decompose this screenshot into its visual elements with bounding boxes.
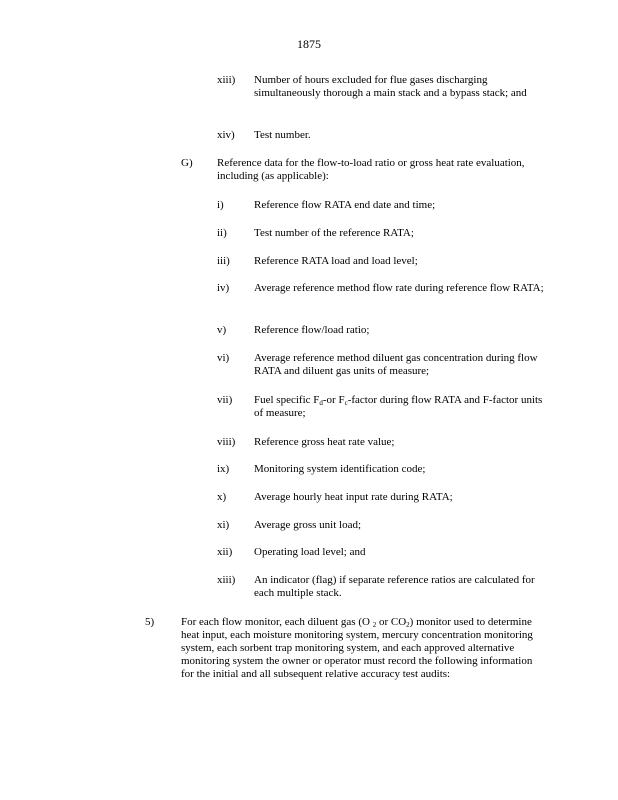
- list-marker: x): [217, 491, 227, 503]
- text-segment: Fuel specific F: [254, 394, 320, 406]
- list-marker: ix): [217, 463, 230, 475]
- text-segment: -or F: [322, 394, 345, 406]
- section-marker: 5): [145, 616, 155, 628]
- list-text: Average gross unit load;: [254, 519, 362, 531]
- list-text: Reference gross heat rate value;: [254, 436, 395, 448]
- subscript: 2: [372, 621, 377, 629]
- text-segment: For each flow monitor, each diluent gas (O: [181, 616, 373, 628]
- list-text: Reference RATA load and load level;: [254, 255, 418, 267]
- list-marker: iii): [217, 255, 230, 267]
- list-text: Number of hours excluded for flue gases discharging simultaneously thorough a main stack and a bypass stack; and: [254, 74, 527, 99]
- list-text: Reference flow RATA end date and time;: [254, 199, 436, 211]
- section-text: Reference data for the flow-to-load ratio or gross heat rate evaluation, including (as applicable):: [217, 157, 525, 182]
- list-text: [254, 394, 554, 420]
- list-text: Reference flow/load ratio;: [254, 324, 370, 336]
- list-marker: v): [217, 324, 227, 336]
- list-text: Average reference method diluent gas concentration during flow RATA and diluent gas units of measure;: [254, 352, 538, 377]
- list-marker: i): [217, 199, 224, 211]
- list-marker: xiii): [217, 74, 236, 86]
- list-marker: xi): [217, 519, 230, 531]
- text-segment: -factor during flow RATA and F-factor units of measure;: [254, 394, 543, 419]
- list-marker: xiii): [217, 574, 236, 586]
- section-text: [181, 616, 541, 681]
- subscript: 2: [406, 621, 410, 629]
- list-marker: ii): [217, 227, 227, 239]
- list-marker: iv): [217, 282, 230, 294]
- list-text: Test number.: [254, 129, 311, 141]
- list-text: Test number of the reference RATA;: [254, 227, 414, 239]
- text-segment: ) monitor used to determine heat input, each moisture monitoring system, mercury concentration monitoring system, each sorbent trap monitoring system, and each approved alternative monitoring system the owner or operator must record the following information for the initial and all subsequent relative accuracy test audits:: [181, 616, 533, 680]
- list-marker: viii): [217, 436, 236, 448]
- list-marker: xii): [217, 546, 233, 558]
- list-text: Average hourly heat input rate during RATA;: [254, 491, 453, 503]
- text-segment: or CO: [376, 616, 407, 628]
- subscript: d: [319, 399, 323, 407]
- section-marker: G): [181, 157, 193, 169]
- list-marker: vii): [217, 394, 233, 406]
- list-marker: xiv): [217, 129, 235, 141]
- list-text: Average reference method flow rate during reference flow RATA;: [254, 282, 544, 294]
- list-text: An indicator (flag) if separate reference ratios are calculated for each multiple stack.: [254, 574, 535, 599]
- page-number: 1875: [297, 37, 321, 51]
- list-text: Operating load level; and: [254, 546, 366, 558]
- list-marker: vi): [217, 352, 230, 364]
- list-text: Monitoring system identification code;: [254, 463, 426, 475]
- subscript: c: [344, 399, 348, 407]
